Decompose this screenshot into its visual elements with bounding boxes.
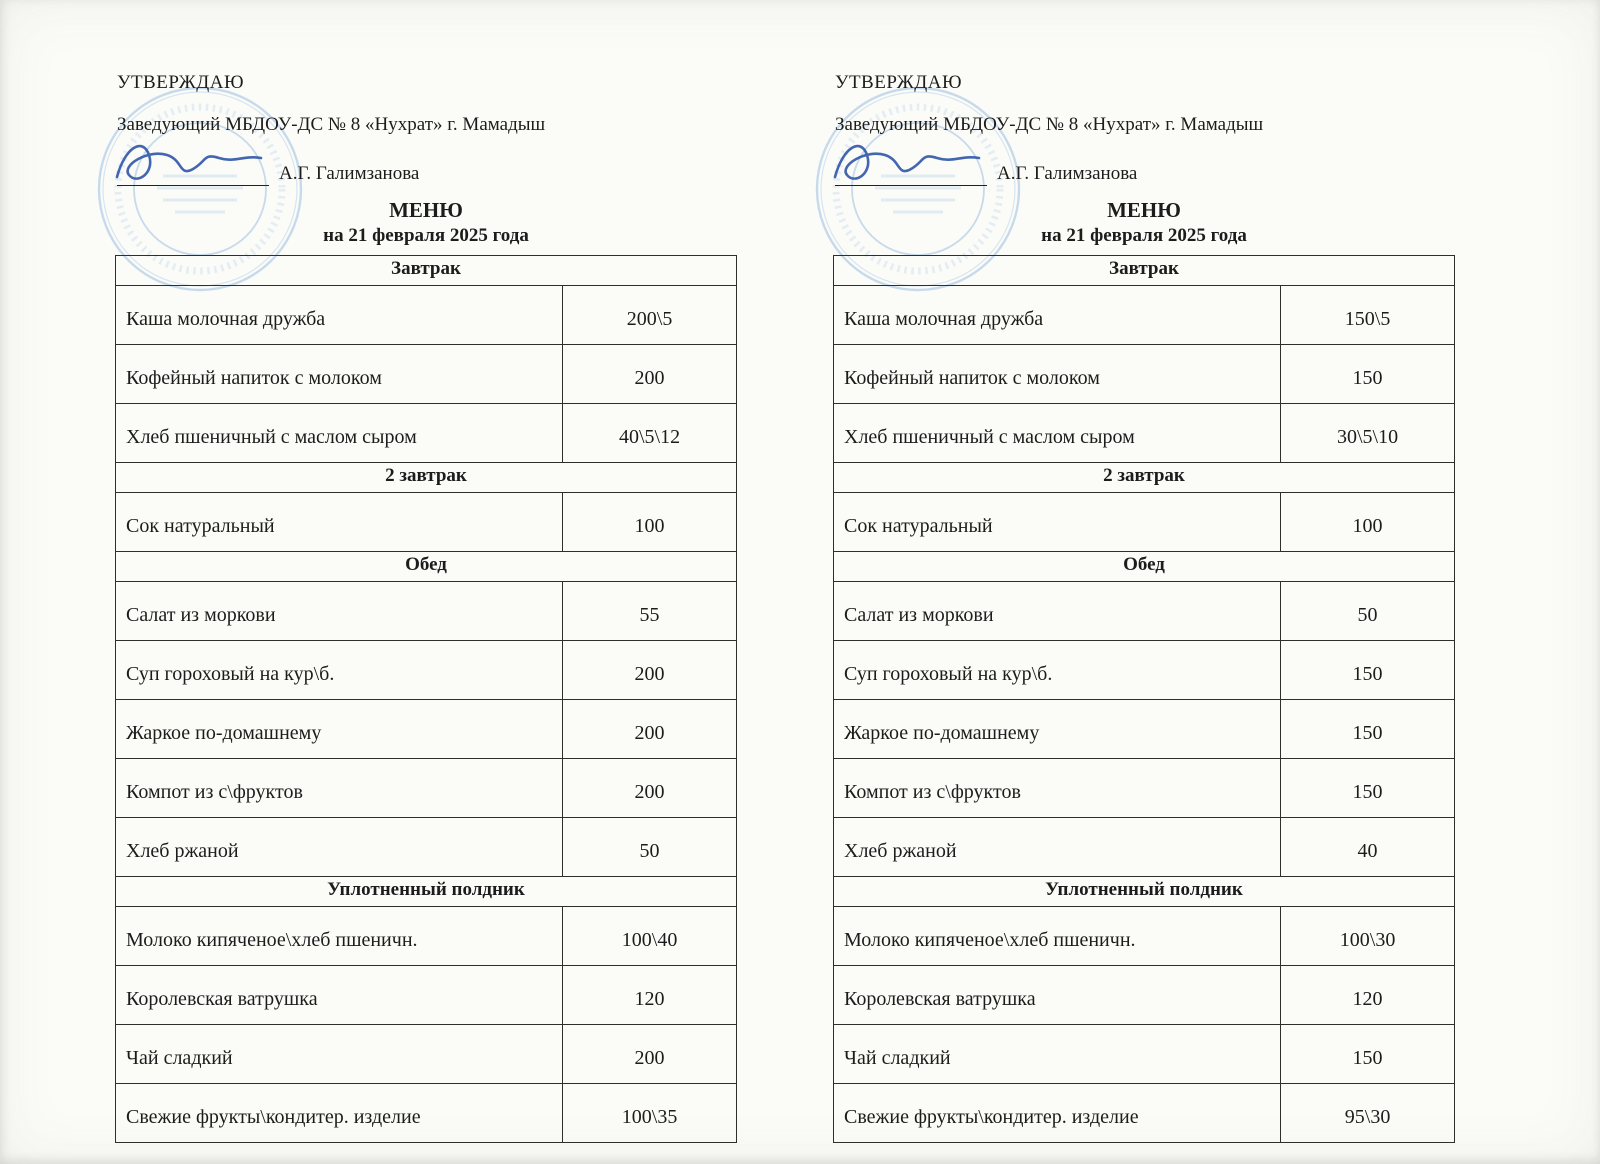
dish-name: Сок натуральный <box>834 493 1281 552</box>
section-title: 2 завтрак <box>116 463 737 493</box>
dish-amount: 120 <box>1281 966 1455 1025</box>
dish-name: Королевская ватрушка <box>116 966 563 1025</box>
signature-line <box>117 165 269 186</box>
dish-amount: 200 <box>563 345 737 404</box>
section-header-row <box>116 256 737 286</box>
dish-name: Чай сладкий <box>834 1025 1281 1084</box>
menu-row <box>116 1084 737 1143</box>
menu-row <box>116 907 737 966</box>
dish-name: Компот из с\фруктов <box>116 759 563 818</box>
menu-row <box>116 818 737 877</box>
menu-date: на 21 февраля 2025 года <box>323 225 529 246</box>
dish-name: Свежие фрукты\кондитер. изделие <box>834 1084 1281 1143</box>
dish-amount: 95\30 <box>1281 1084 1455 1143</box>
section-title: Обед <box>116 552 737 582</box>
dish-name: Жаркое по-домашнему <box>834 700 1281 759</box>
dish-amount: 150 <box>1281 641 1455 700</box>
menu-table-left <box>115 255 737 1143</box>
menu-column-right <box>833 72 1455 1143</box>
section-header-row <box>116 552 737 582</box>
section-header-row <box>116 877 737 907</box>
section-title: Завтрак <box>116 256 737 286</box>
menu-row <box>116 582 737 641</box>
dish-amount: 40\5\12 <box>563 404 737 463</box>
dish-amount: 200 <box>563 641 737 700</box>
dish-name: Жаркое по-домашнему <box>116 700 563 759</box>
dish-name: Молоко кипяченое\хлеб пшеничн. <box>834 907 1281 966</box>
menu-row <box>116 966 737 1025</box>
dish-name: Суп гороховый на кур\б. <box>834 641 1281 700</box>
menu-row <box>834 907 1455 966</box>
dish-amount: 150 <box>1281 345 1455 404</box>
signature-row <box>835 154 1455 186</box>
dish-name: Салат из моркови <box>834 582 1281 641</box>
menu-row <box>834 641 1455 700</box>
section-title: Уплотненный полдник <box>116 877 737 907</box>
handwritten-signature-icon <box>827 125 997 195</box>
dish-amount: 150 <box>1281 700 1455 759</box>
section-title: Завтрак <box>834 256 1455 286</box>
dish-name: Салат из моркови <box>116 582 563 641</box>
dish-amount: 120 <box>563 966 737 1025</box>
section-title: 2 завтрак <box>834 463 1455 493</box>
section-header-row <box>834 256 1455 286</box>
approve-label: УТВЕРЖДАЮ <box>835 72 962 93</box>
menu-row <box>834 966 1455 1025</box>
section-header-row <box>834 463 1455 493</box>
dish-name: Хлеб пшеничный с маслом сыром <box>834 404 1281 463</box>
dish-amount: 200\5 <box>563 286 737 345</box>
menu-row <box>116 345 737 404</box>
signature-name: А.Г. Галимзанова <box>279 163 420 184</box>
dish-name: Компот из с\фруктов <box>834 759 1281 818</box>
dish-amount: 40 <box>1281 818 1455 877</box>
menu-title: МЕНЮ <box>389 198 463 222</box>
director-line: Заведующий МБДОУ-ДС № 8 «Нухрат» г. Мамадыш <box>117 114 546 135</box>
menu-row <box>116 1025 737 1084</box>
menu-row <box>834 700 1455 759</box>
menu-date: на 21 февраля 2025 года <box>1041 225 1247 246</box>
section-header-row <box>116 463 737 493</box>
menu-row <box>834 582 1455 641</box>
dish-name: Кофейный напиток с молоком <box>834 345 1281 404</box>
dish-name: Кофейный напиток с молоком <box>116 345 563 404</box>
signature-name: А.Г. Галимзанова <box>997 163 1138 184</box>
menu-row <box>116 641 737 700</box>
menu-row <box>834 404 1455 463</box>
menu-row <box>834 759 1455 818</box>
menu-column-left <box>115 72 737 1143</box>
dish-name: Королевская ватрушка <box>834 966 1281 1025</box>
menu-row <box>834 345 1455 404</box>
menu-row <box>116 404 737 463</box>
approve-label: УТВЕРЖДАЮ <box>117 72 244 93</box>
dish-amount: 100 <box>1281 493 1455 552</box>
dish-name: Каша молочная дружба <box>116 286 563 345</box>
dish-name: Каша молочная дружба <box>834 286 1281 345</box>
dish-amount: 200 <box>563 700 737 759</box>
dish-name: Сок натуральный <box>116 493 563 552</box>
dish-amount: 100\30 <box>1281 907 1455 966</box>
dish-name: Молоко кипяченое\хлеб пшеничн. <box>116 907 563 966</box>
dish-name: Хлеб ржаной <box>834 818 1281 877</box>
menu-row <box>834 1084 1455 1143</box>
section-title: Уплотненный полдник <box>834 877 1455 907</box>
dish-amount: 200 <box>563 1025 737 1084</box>
menu-row <box>116 286 737 345</box>
menu-title: МЕНЮ <box>1107 198 1181 222</box>
dish-amount: 150 <box>1281 759 1455 818</box>
dish-amount: 100\35 <box>563 1084 737 1143</box>
section-header-row <box>834 552 1455 582</box>
section-title: Обед <box>834 552 1455 582</box>
menu-table-right <box>833 255 1455 1143</box>
handwritten-signature-icon <box>109 125 279 195</box>
dish-amount: 150\5 <box>1281 286 1455 345</box>
menu-row <box>834 818 1455 877</box>
director-line: Заведующий МБДОУ-ДС № 8 «Нухрат» г. Мамадыш <box>835 114 1264 135</box>
dish-amount: 50 <box>1281 582 1455 641</box>
menu-row <box>834 286 1455 345</box>
menu-row <box>834 1025 1455 1084</box>
signature-line <box>835 165 987 186</box>
signature-row <box>117 154 737 186</box>
dish-amount: 30\5\10 <box>1281 404 1455 463</box>
dish-amount: 100 <box>563 493 737 552</box>
menu-row <box>116 700 737 759</box>
dish-amount: 55 <box>563 582 737 641</box>
menu-row <box>116 493 737 552</box>
menu-row <box>834 493 1455 552</box>
dish-name: Хлеб ржаной <box>116 818 563 877</box>
dish-name: Хлеб пшеничный с маслом сыром <box>116 404 563 463</box>
menu-row <box>116 759 737 818</box>
dish-amount: 100\40 <box>563 907 737 966</box>
dish-name: Чай сладкий <box>116 1025 563 1084</box>
dish-amount: 200 <box>563 759 737 818</box>
dish-amount: 150 <box>1281 1025 1455 1084</box>
dish-name: Свежие фрукты\кондитер. изделие <box>116 1084 563 1143</box>
dish-name: Суп гороховый на кур\б. <box>116 641 563 700</box>
dish-amount: 50 <box>563 818 737 877</box>
section-header-row <box>834 877 1455 907</box>
